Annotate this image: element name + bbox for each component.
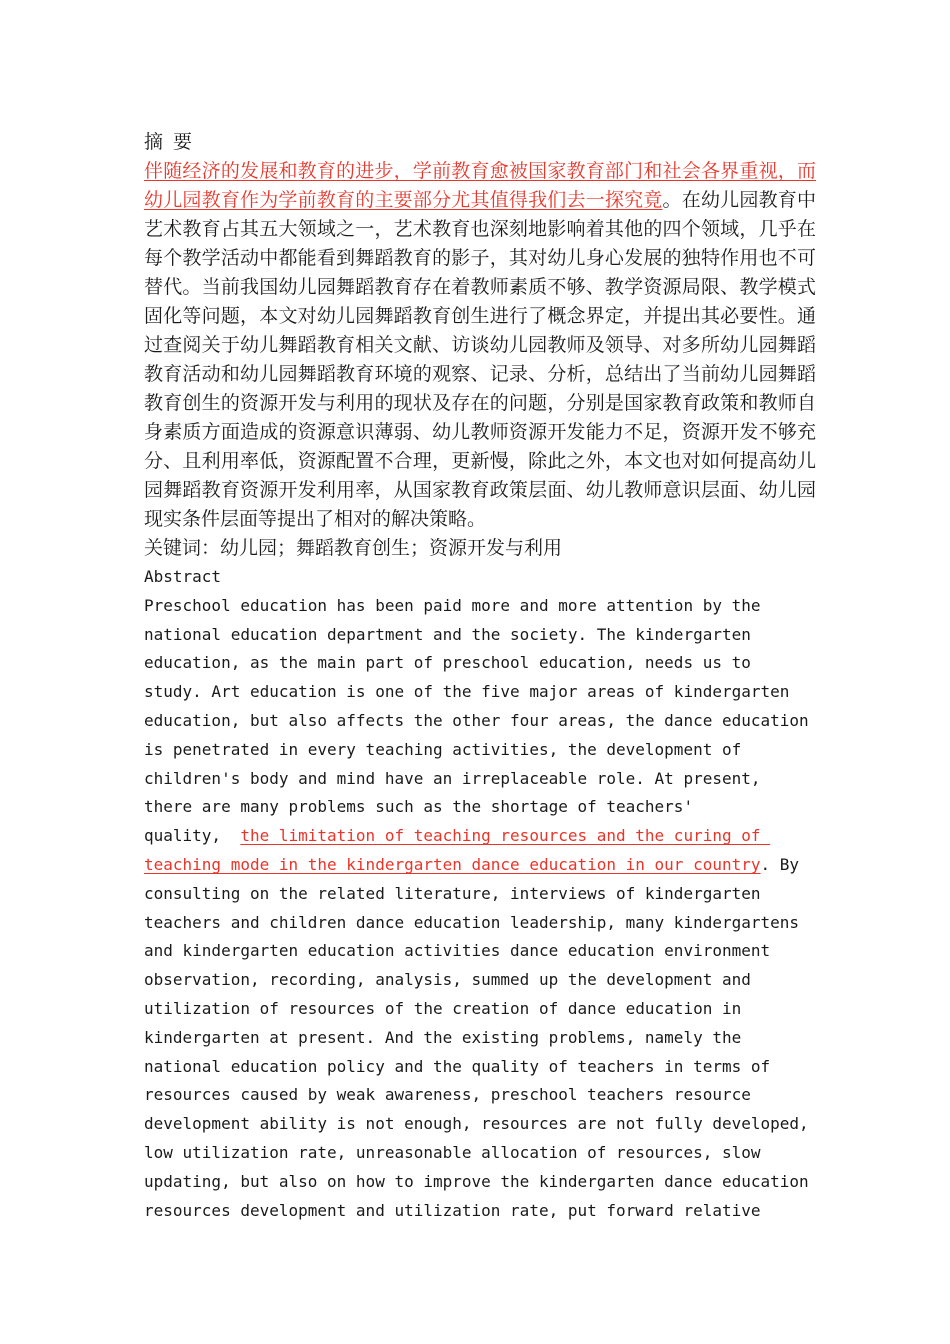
abstract-line-en — [144, 822, 816, 851]
abstract-body-en — [144, 592, 816, 1226]
highlighted-text-en-2: teaching mode in the kindergarten dance education in our country — [144, 854, 761, 874]
abstract-line-en: kindergarten at present. And the existing problems, namely the — [144, 1027, 742, 1047]
abstract-body-zh-rest: 。在幼儿园教育中艺术教育占其五大领域之一，艺术教育也深刻地影响着其他的四个领域，几乎在每个教学活动中都能看到舞蹈教育的影子，其对幼儿身心发展的独特作用也不可替代。当前我国幼儿园舞蹈教育存在着教师素质不够、教学资源局限、教学模式固化等问题，本文对幼儿园舞蹈教育创生进行了概念界定，并提出其必要性。通过查阅关于幼儿舞蹈教育相关文献、访谈幼儿园教师及领导、对多所幼儿园舞蹈教育活动和幼儿园舞蹈教育环境的观察、记录、分析，总结出了当前幼儿园舞蹈教育创生的资源开发与利用的现状及存在的问题，分别是国家教育政策和教师自身素质方面造成的资源意识薄弱、幼儿教师资源开发能力不足，资源开发不够充分、且利用率低，资源配置不合理，更新慢，除此之外，本文也对如何提高幼儿园舞蹈教育资源开发利用率，从国家教育政策层面、幼儿教师意识层面、幼儿园现实条件层面等提出了相对的解决策略。 — [144, 189, 816, 530]
highlighted-text-en-1: the limitation of teaching resources and the curing of — [240, 826, 771, 846]
highlighted-text-zh: 伴随经济的发展和教育的进步，学前教育愈被国家教育部门和社会各界重视，而幼儿园教育作为学前教育的主要部分尤其值得我们去一探究竟 — [144, 160, 816, 211]
quality-prefix: quality, — [144, 826, 241, 846]
abstract-line-en: national education department and the society. The kindergarten — [144, 624, 751, 644]
abstract-line-en: resources development and utilization rate, put forward relative — [144, 1200, 761, 1220]
abstract-line-en: Preschool education has been paid more and more attention by the — [144, 595, 761, 615]
abstract-line-en: national education policy and the quality of teachers in terms of — [144, 1056, 771, 1076]
abstract-body-zh — [144, 157, 816, 534]
abstract-line-en: consulting on the related literature, interviews of kindergarten — [144, 883, 761, 903]
abstract-line-en: updating, but also on how to improve the kindergarten dance education — [144, 1171, 809, 1191]
abstract-line-en: and kindergarten education activities dance education environment — [144, 941, 771, 961]
abstract-line-en: education, as the main part of preschool education, needs us to — [144, 653, 751, 673]
abstract-line-en: utilization of resources of the creation of dance education in — [144, 998, 742, 1018]
abstract-line-en: development ability is not enough, resources are not fully developed, — [144, 1114, 809, 1134]
abstract-line-en: children's body and mind have an irreplaceable role. At present, — [144, 768, 761, 788]
abstract-line-en: education, but also affects the other four areas, the dance education — [144, 710, 809, 730]
abstract-line-en: observation, recording, analysis, summed up the development and — [144, 970, 751, 990]
abstract-line-en — [144, 851, 816, 880]
abstract-line-en: low utilization rate, unreasonable allocation of resources, slow — [144, 1142, 761, 1162]
abstract-line-en: teachers and children dance education leadership, many kindergartens — [144, 912, 800, 932]
abstract-heading-en: Abstract — [144, 567, 222, 586]
after-highlight: . By — [760, 854, 800, 874]
abstract-heading-zh: 摘 要 — [144, 131, 195, 153]
abstract-line-en: there are many problems such as the shortage of teachers' — [144, 797, 694, 817]
keywords-zh: 关键词：幼儿园；舞蹈教育创生；资源开发与利用 — [144, 537, 563, 559]
document-page — [144, 128, 816, 1225]
abstract-line-en: study. Art education is one of the five major areas of kindergarten — [144, 682, 790, 702]
abstract-line-en: resources caused by weak awareness, preschool teachers resource — [144, 1085, 751, 1105]
abstract-line-en: is penetrated in every teaching activities, the development of — [144, 739, 742, 759]
